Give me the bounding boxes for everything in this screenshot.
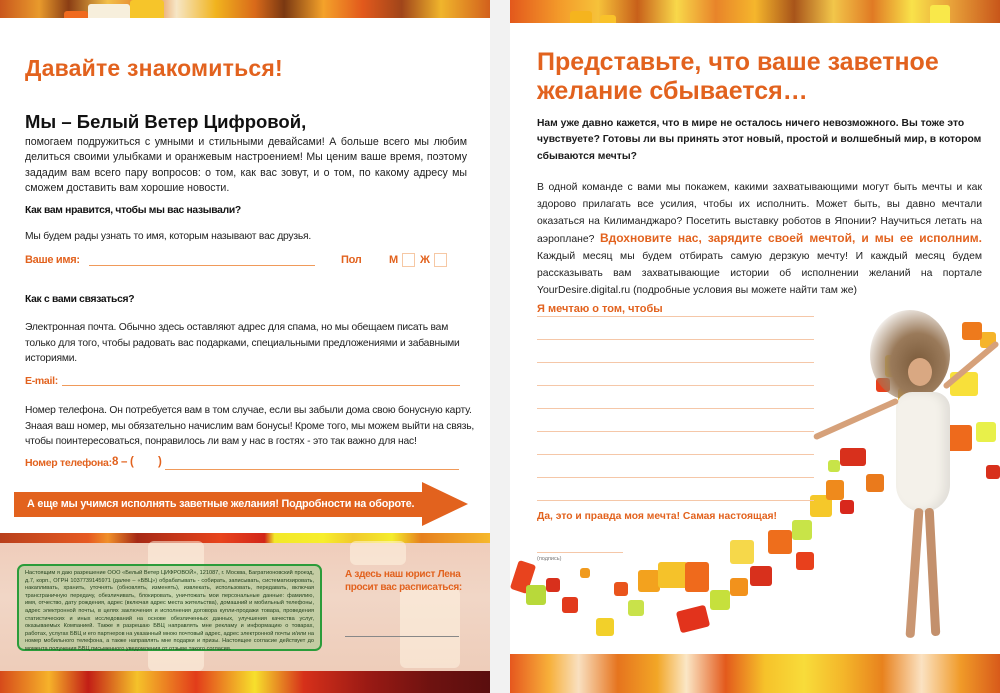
signature-field[interactable] — [345, 636, 459, 637]
name-note: Мы будем рады узнать то имя, которым называют вас друзья. — [25, 231, 312, 242]
form-page-back — [510, 0, 1000, 693]
consent-box — [17, 564, 322, 651]
body-text-end: Каждый месяц мы будем отбирать самую дерзкую мечту! И каждый месяц будем рассказывать вам захватывающие истории об исполнении желаний на портале YourDesire.digital.ru (подробные условия вы можете найти там же) — [537, 251, 982, 296]
dream-input-line[interactable] — [537, 385, 814, 386]
gender-female-checkbox[interactable] — [434, 253, 447, 267]
phone-prefix: 8 – ( — [112, 456, 134, 468]
body-highlight: Вдохновите нас, зарядите своей мечтой, и мы ее исполним. — [599, 231, 983, 246]
bottom-cube-banner — [510, 654, 1000, 693]
gender-male-checkbox[interactable] — [402, 253, 415, 267]
top-cube-banner — [0, 0, 490, 18]
banner-cube — [64, 11, 88, 18]
cube — [710, 590, 730, 610]
name-label: Ваше имя: — [25, 254, 80, 266]
dream-input-line[interactable] — [537, 362, 814, 363]
page-title: Представьте, что ваше заветное желание сбывается… — [537, 48, 939, 105]
leg — [905, 508, 923, 638]
banner-cube — [88, 4, 130, 18]
email-label: E-mail: — [25, 375, 58, 387]
left-arm — [813, 398, 899, 441]
white-dress — [896, 392, 950, 512]
contact-question: Как с вами связаться? — [25, 294, 135, 305]
gender-female-label: Ж — [420, 254, 430, 266]
arrow-banner-text: А еще мы учимся исполнять заветные желания! Подробности на обороте. — [27, 498, 415, 510]
cube — [638, 570, 660, 592]
cube — [526, 585, 546, 605]
company-heading: Мы – Белый Ветер Цифровой, — [25, 111, 307, 132]
cube — [658, 562, 688, 588]
arrow-right-icon — [422, 482, 468, 526]
dream-input-line[interactable] — [537, 500, 814, 501]
cube — [730, 578, 748, 596]
banner-cube — [400, 588, 460, 668]
cube — [546, 578, 560, 592]
banner-cube — [350, 541, 406, 565]
cube — [628, 600, 644, 616]
dream-input-line[interactable] — [537, 316, 814, 317]
form-page-front — [0, 0, 490, 693]
cube — [828, 460, 840, 472]
cube — [792, 520, 812, 540]
dream-input-line[interactable] — [537, 339, 814, 340]
banner-cube — [570, 11, 592, 23]
confirm-text: Да, это и правда моя мечта! Самая настоящая! — [537, 511, 777, 522]
cube — [580, 568, 590, 578]
intro-paragraph: помогаем подружиться с умными и стильными девайсами! А больше всего мы любим делиться своими улыбками и оранжевым настроением! Мы ценим ваше время, поэтому зададим вам всего пару вопросов: о том, как вас зовут, и о том, по какому адресу мы сможем доставить вам хорошие новости. — [25, 136, 467, 194]
body-paragraph — [537, 180, 982, 300]
cube — [750, 566, 772, 586]
lead-paragraph: Нам уже давно кажется, что в мире не осталось ничего невозможного. Вы тоже это чувствуете? Готовы ли вы принять этот новый, простой и волшебный мир, в котором сбываются мечты? — [537, 118, 982, 162]
cube — [614, 582, 628, 596]
dream-input-line[interactable] — [537, 477, 814, 478]
phone-label: Номер телефона: — [25, 457, 112, 469]
right-arm — [942, 340, 999, 390]
body-text-start: В одной команде с вами мы покажем, какими захватывающими могут быть мечты и как здорово прилагать все усилия, чтобы их исполнить. Может быть, вы давно мечтали оказаться на Килиманджаро? Посетить выставку роботов в Японии? Научиться летать на аэроплане? — [537, 182, 982, 246]
cube — [768, 530, 792, 554]
name-input[interactable] — [89, 265, 315, 266]
phone-input[interactable] — [165, 469, 459, 470]
gender-label: Пол — [341, 254, 362, 266]
phone-close-paren: ) — [158, 456, 162, 468]
cube — [730, 540, 754, 564]
dream-input-line[interactable] — [537, 431, 814, 432]
cube — [685, 562, 709, 592]
signature-prompt: А здесь наш юрист Лена просит вас расписаться: — [345, 569, 462, 593]
leg — [925, 508, 941, 636]
banner-cube — [930, 5, 950, 23]
email-note: Электронная почта. Обычно здесь оставляют адрес для спама, но мы обещаем писать вам только для того, чтобы радовать вас подарками, специальными предложениями и забавными историями. — [25, 322, 460, 364]
signature-field[interactable] — [537, 552, 623, 553]
cube — [596, 618, 614, 636]
banner-cube — [600, 15, 616, 23]
banner-cube — [130, 0, 164, 18]
more-on-back-arrow — [14, 482, 468, 527]
phone-note: Номер телефона. Он потребуется вам в том случае, если вы забыли дома свою бонусную карту. Знаая ваш номер, мы обязательно начислим вам бонусы! Кроме того, мы можем выйти на связь, чтобы поинтересоваться, понравилось ли вам у нас в гостях - это так важно для нас! — [25, 405, 475, 447]
hair — [870, 310, 950, 400]
face — [908, 358, 932, 386]
email-input[interactable] — [62, 385, 460, 386]
girl-figure — [840, 310, 990, 640]
gender-male-label: М — [389, 254, 398, 266]
cube — [796, 552, 814, 570]
name-question: Как вам нравится, чтобы мы вас называли? — [25, 205, 241, 216]
top-cube-banner — [510, 0, 1000, 23]
banner-strip — [0, 533, 490, 543]
signature-caption: (подпись) — [537, 556, 562, 562]
dream-input-line[interactable] — [537, 408, 814, 409]
dream-label: Я мечтаю о том, чтобы — [537, 303, 663, 315]
cube — [676, 605, 710, 634]
dream-input-line[interactable] — [537, 454, 814, 455]
banner-strip — [0, 671, 490, 693]
cube — [562, 597, 578, 613]
page-title: Давайте знакомиться! — [25, 55, 283, 81]
consent-text: Настоящим я даю разрешение ООО «Белый Ветер ЦИФРОВОЙ», 121087, г. Москва, Багратионовский проезд, д.7, корп., ОГРН 1037739145971 (далее – «БВЦ») обрабатывать - собирать, записывать, систематизировать, накапливать, хранить, уточнять (обновлять, изменять), извлекать, использовать, передавать, включая трансграничную передачу, обезличивать, блокировать, уничтожать мои персональные данные: фамилию, имя, отчество, дату рождения, адрес (включая адрес места жительства), домашний и мобильный телефоны, адрес электронной почты, в целях заключения и исполнения договора купли-продажи товара, проведения статистических и иных исследований на основе обезличенных данных, улучшения качества услуг, оказываемых Компанией. Также я разрешаю БВЦ направлять мне рекламу и информацию о товарах, работах, услугах БВЦ и его партнеров на указанный мною почтовый адрес, адрес электронной почты и/или на номер мобильного телефона, а также направлять мне подарки и призы. Настоящее согласие действует до момента получения БВЦ письменного уведомления от отзыве такого согласия. — [25, 570, 314, 652]
